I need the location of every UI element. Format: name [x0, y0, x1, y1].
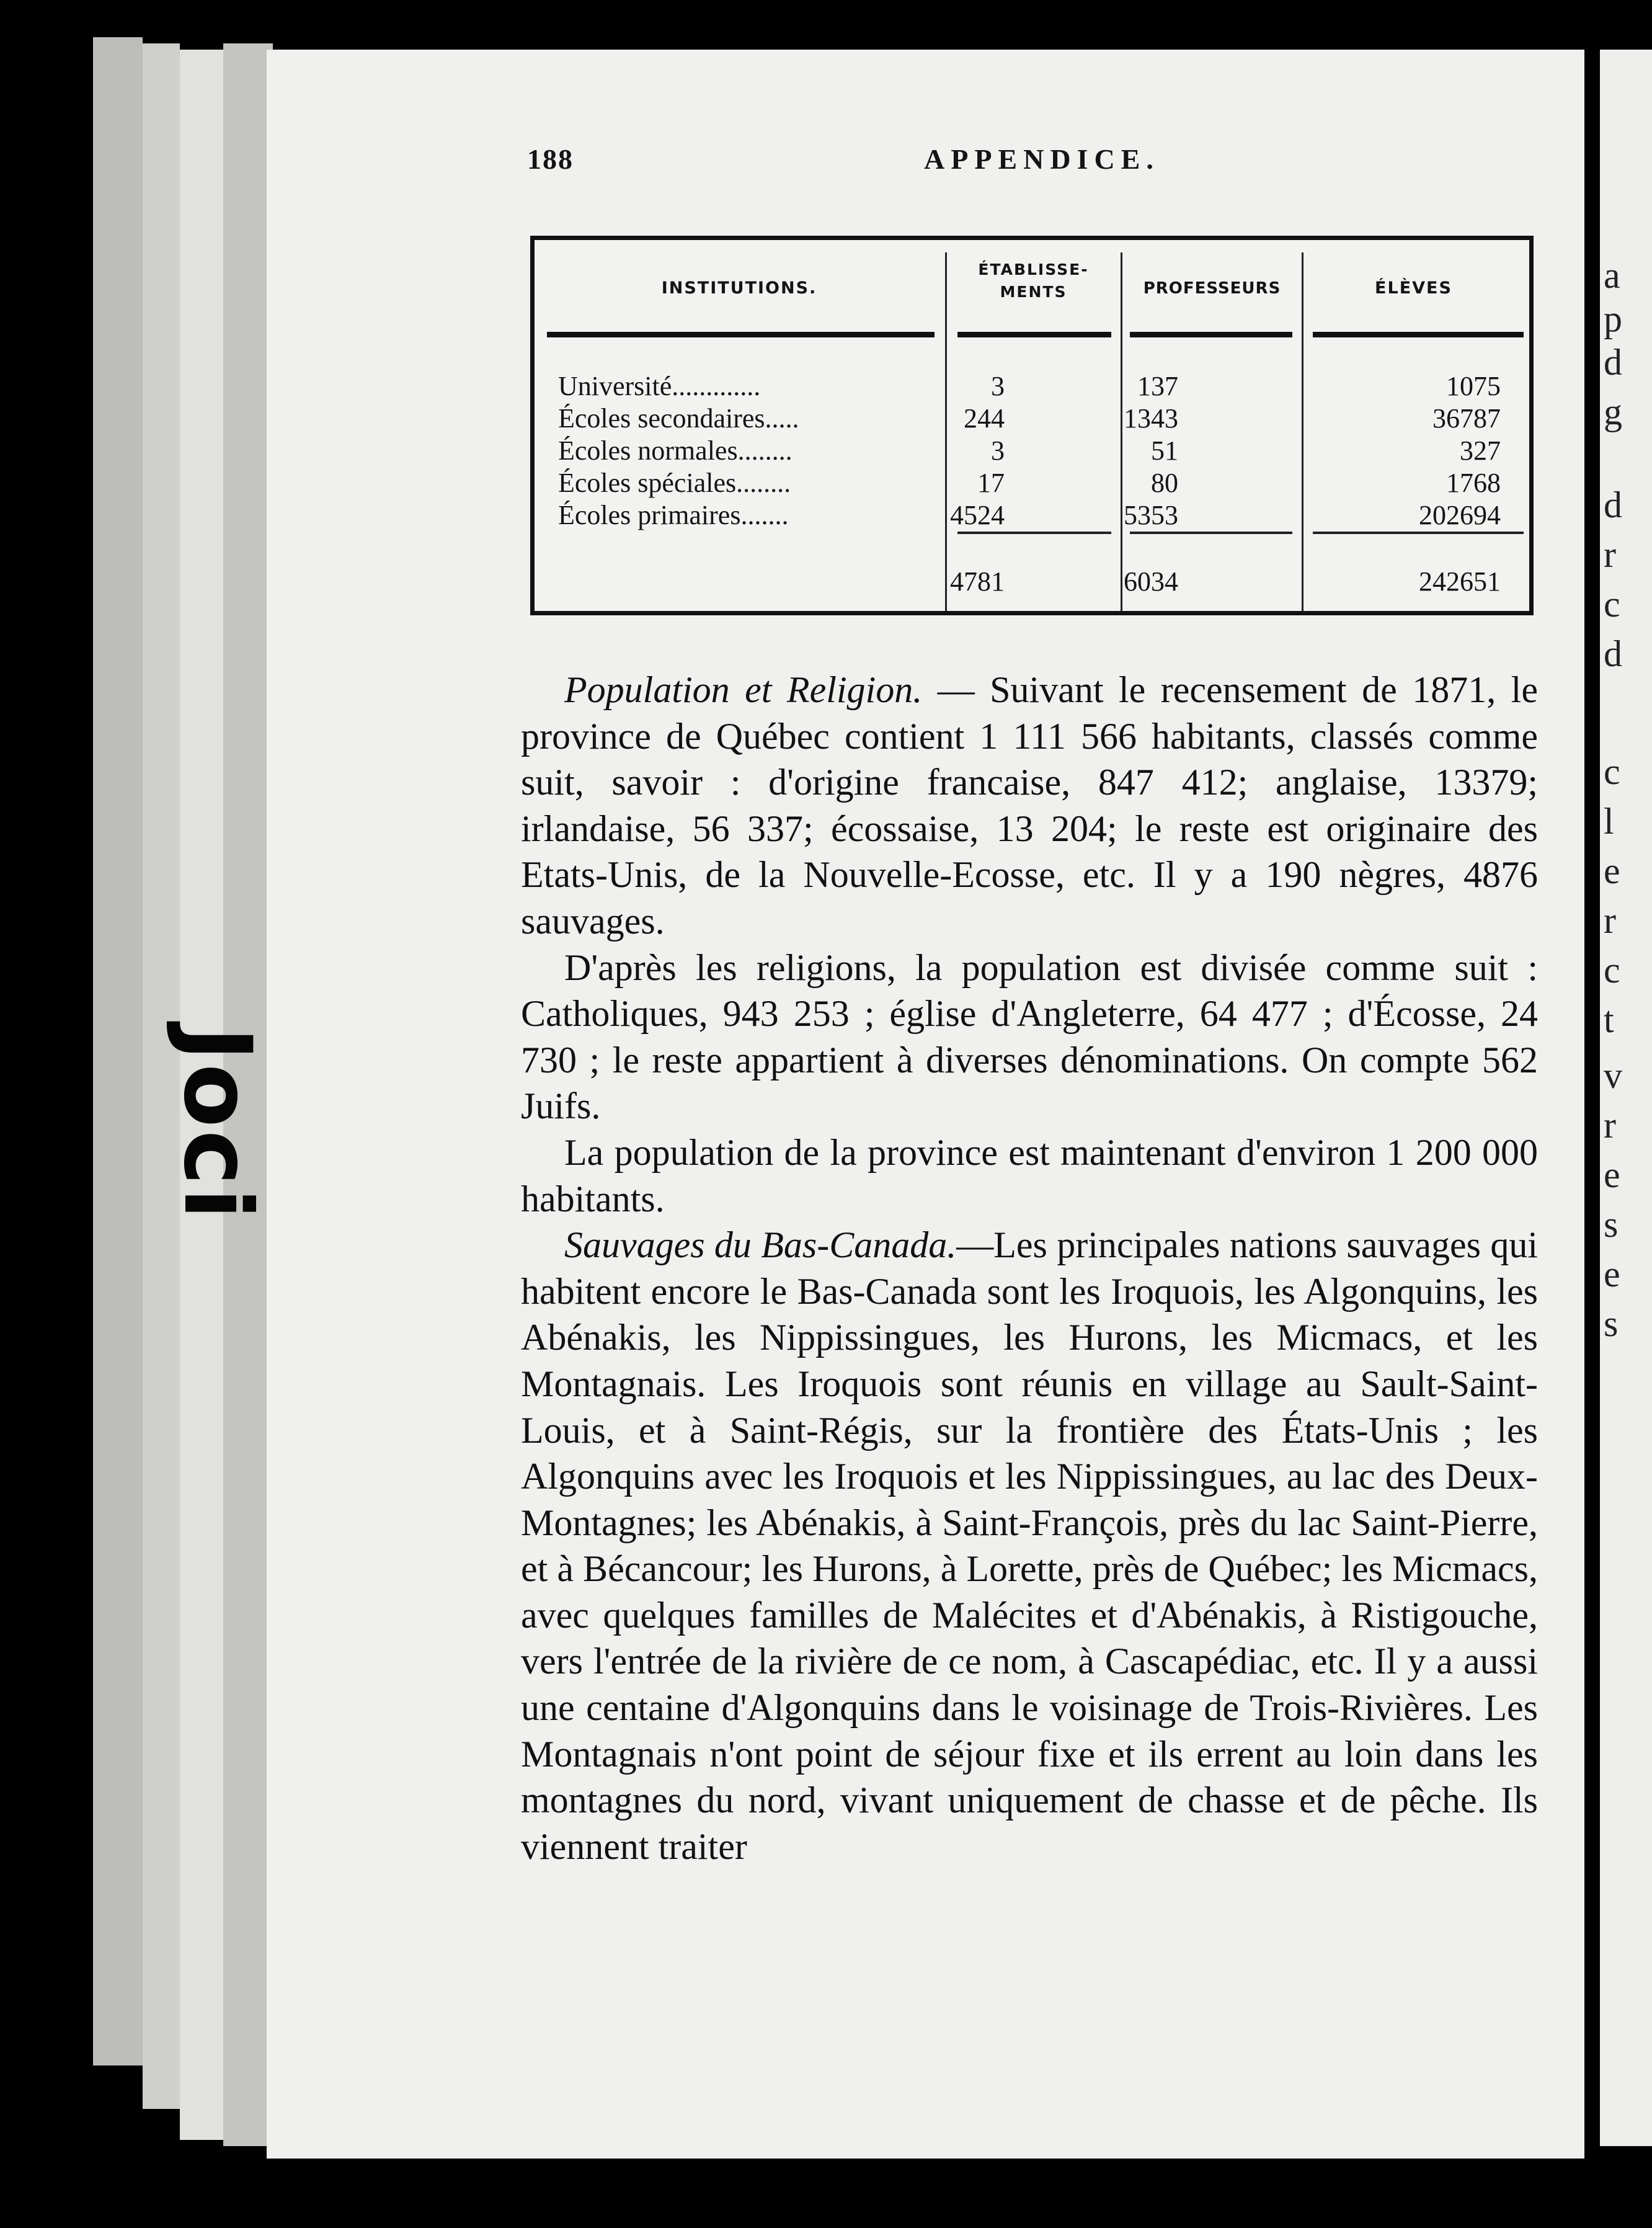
facing-page-letter: a	[1604, 255, 1620, 296]
header-rule	[547, 332, 935, 337]
spine-label	[65, 1027, 251, 1095]
facing-page-letter: p	[1604, 298, 1622, 339]
paragraph-heading: Population et Religion.	[564, 669, 923, 710]
running-header	[527, 143, 1166, 186]
cell-etablissements: 17	[977, 468, 1005, 498]
cell-professeurs: 1343	[1124, 403, 1178, 434]
table-row	[558, 403, 1513, 435]
table-row	[558, 499, 1513, 532]
paragraph: Sauvages du Bas-Canada.—Les principales nations sauvages qui habitent encore le Bas-Canada sont les Iroquois, les Algonquins, les Abénakis, les Nippissingues, les Hurons, les Micmacs, et les Montagnais. Les Iroquois sont réunis en village au Sault-Saint-Louis, et à Saint-Régis, sur la frontière des États-Unis ; les Algonquins avec les Iroquois et les Nippissingues, au lac des Deux-Montagnes; les Abénakis, à Saint-François, près du lac Saint-Pierre, et à Bécancour; les Hurons, à Lorette, près de Québec; les Micmacs, avec quelques familles de Malécites et d'Abénakis, à Ristigouche, vers l'entrée de la rivière de ce nom, à Cascapédiac, etc. Il y a aussi une centaine d'Algonquins dans le voisinage de Trois-Rivières. Les Montagnais n'ont point de séjour fixe et ils errent au loin dans les montagnes du nord, vivant uniquement de chasse et de pêche. Ils viennent traiter	[521, 1224, 1538, 1867]
total-rule	[1130, 532, 1292, 534]
table-row	[558, 370, 1513, 403]
cell-eleves: 327	[1460, 435, 1501, 466]
cell-eleves: 202694	[1419, 500, 1501, 530]
facing-page-letter: r	[1604, 900, 1616, 941]
table-body	[558, 370, 1513, 532]
facing-page-letter: s	[1604, 1204, 1619, 1245]
header-professeurs: PROFESSEURS	[1143, 279, 1281, 298]
paragraph-heading: Sauvages du Bas-Canada.	[564, 1224, 957, 1266]
cell-etablissements: 4524	[950, 500, 1005, 530]
facing-page-letter: d	[1604, 342, 1622, 383]
body-text	[521, 667, 1538, 1869]
header-rule	[957, 332, 1111, 337]
total-rule	[957, 532, 1111, 534]
cell-eleves: 36787	[1432, 403, 1501, 434]
table-row	[558, 435, 1513, 467]
row-label: Écoles primaires.......	[558, 500, 789, 530]
facing-page-letter: s	[1604, 1303, 1619, 1344]
cell-eleves: 1768	[1446, 468, 1501, 498]
facing-page-letter: v	[1604, 1055, 1622, 1096]
header-institutions: INSTITUTIONS.	[661, 278, 817, 298]
facing-page-letter: c	[1604, 584, 1620, 625]
paragraph: Population et Religion. — Suivant le recensement de 1871, le province de Québec contient 1 111 566 habitants, classés comme suit, savoir : d'origine francaise, 847 412; anglaise, 13379; irlandaise, 56 337; écossaise, 13 204; le reste est originaire des Etats-Unis, de la Nouvelle-Ecosse, etc. Il y a 190 nègres, 4876 sauvages.	[521, 669, 1538, 942]
facing-page-letter: e	[1604, 1254, 1620, 1294]
institutions-table	[530, 236, 1534, 615]
table-totals-row	[558, 566, 1513, 603]
row-label: Écoles normales........	[558, 435, 793, 466]
paragraph: La population de la province est maintenant d'environ 1 200 000 habitants.	[521, 1131, 1538, 1219]
facing-page-letter: r	[1604, 534, 1616, 575]
facing-page-letter: e	[1604, 850, 1620, 891]
header-rule	[1130, 332, 1292, 337]
header-eleves: ÉLÈVES	[1375, 278, 1452, 298]
cell-etablissements: 244	[964, 403, 1005, 434]
total-rule	[1313, 532, 1524, 534]
facing-page-letter: d	[1604, 633, 1622, 674]
table-row	[558, 467, 1513, 499]
cell-professeurs: 51	[1151, 435, 1178, 466]
running-title: APPENDICE.	[924, 143, 1160, 175]
header-rule	[1313, 332, 1524, 337]
header-etablissements: ÉTABLISSE- MENTS	[978, 261, 1089, 301]
total-eleves: 242651	[1419, 566, 1501, 597]
facing-page-letter: c	[1604, 751, 1620, 792]
facing-page-letter: d	[1604, 484, 1622, 525]
cell-etablissements: 3	[991, 371, 1005, 401]
cell-professeurs: 5353	[1124, 500, 1178, 530]
facing-page-letter: c	[1604, 950, 1620, 991]
row-label: Écoles spéciales........	[558, 468, 791, 498]
cell-eleves: 1075	[1446, 371, 1501, 401]
facing-page-letter: l	[1604, 801, 1614, 842]
row-label: Université.............	[558, 371, 761, 401]
cell-etablissements: 3	[991, 435, 1005, 466]
row-label: Écoles secondaires.....	[558, 403, 799, 434]
total-etablissements: 4781	[950, 566, 1005, 597]
facing-page-letter: e	[1604, 1154, 1620, 1195]
cell-professeurs: 80	[1151, 468, 1178, 498]
total-professeurs: 6034	[1124, 566, 1178, 597]
page-number: 188	[527, 143, 574, 175]
paragraph: D'après les religions, la population est divisée comme suit : Catholiques, 943 253 ; église d'Angleterre, 64 477 ; d'Écosse, 24 730 ; le reste appartient à diverses dénominations. On compte 562 Juifs.	[521, 947, 1538, 1127]
cell-professeurs: 137	[1137, 371, 1178, 401]
facing-page-letter: g	[1604, 391, 1622, 432]
facing-page-letter: r	[1604, 1105, 1616, 1146]
facing-page-edge	[1600, 50, 1652, 2146]
facing-page-letter: t	[1604, 999, 1614, 1040]
